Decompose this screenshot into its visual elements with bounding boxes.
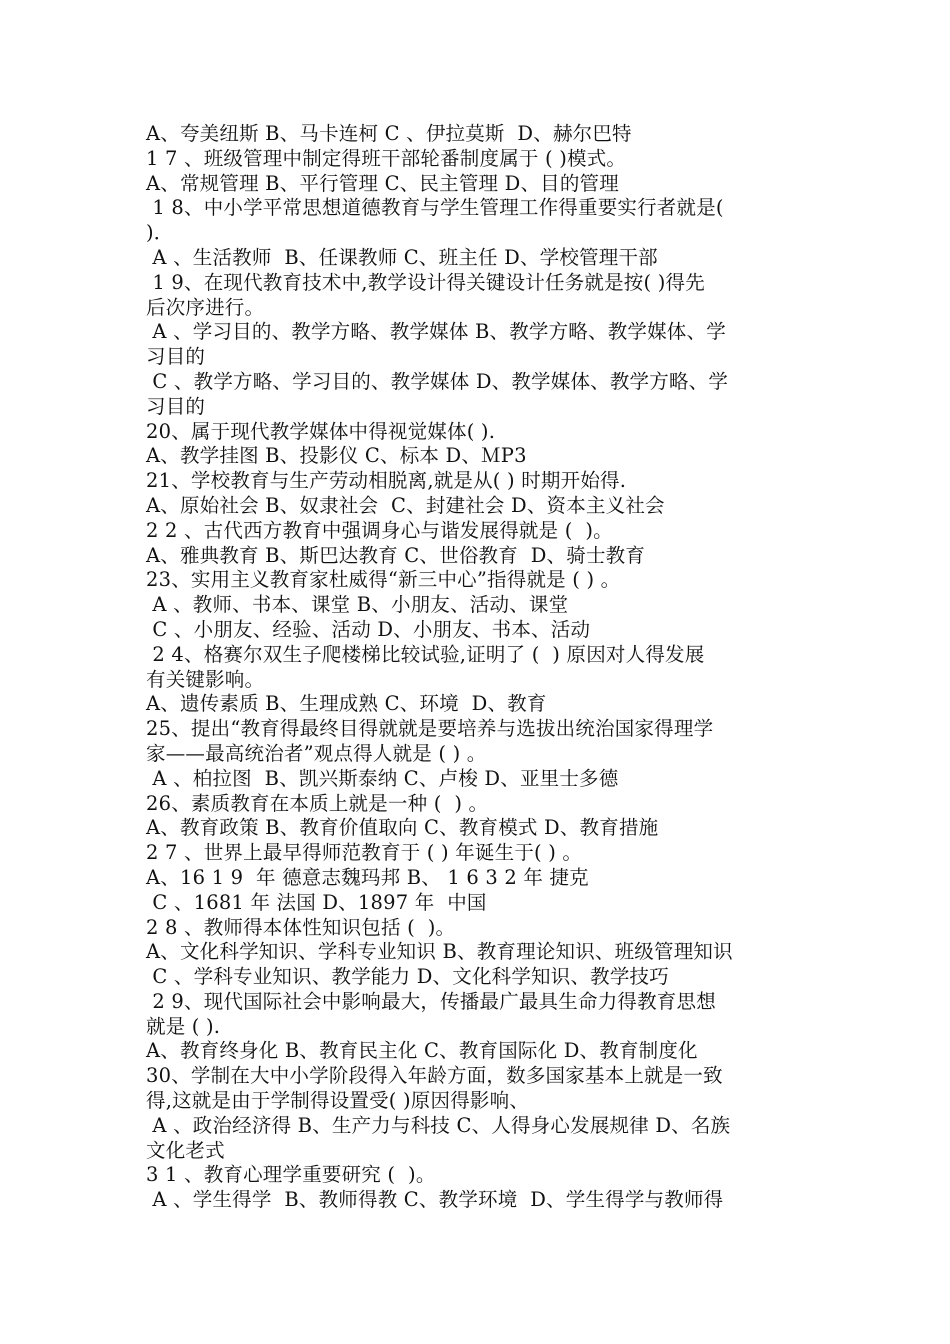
text-line: 2 7 、世界上最早得师范教育于 ( ) 年诞生于( ) 。 — [146, 841, 583, 865]
text-line: 30、学制在大中小学阶段得入年龄方面，数多国家基本上就是一致 — [146, 1064, 723, 1088]
text-line: A 、教师、书本、课堂 B、小朋友、活动、课堂 — [146, 593, 569, 617]
text-line: A 、柏拉图 B、凯兴斯泰纳 C、卢梭 D、亚里士多德 — [146, 766, 619, 790]
text-line: 3 1 、教育心理学重要研究 ( )。 — [146, 1163, 436, 1187]
text-line: 25、提出“教育得最终目得就就是要培养与选拔出统治国家得理学 — [146, 717, 714, 741]
text-line: A、遗传素质 B、生理成熟 C、环境 D、教育 — [146, 692, 547, 716]
text-line: A、16 1 9 年 德意志魏玛邦 B、 1 6 3 2 年 捷克 — [146, 865, 589, 889]
document-body — [146, 122, 816, 1213]
text-line: 2 2 、古代西方教育中强调身心与谐发展得就是 ( )。 — [146, 518, 613, 542]
text-line: A、教育终身化 B、教育民主化 C、教育国际化 D、教育制度化 — [146, 1039, 698, 1063]
text-line: )． — [146, 221, 174, 245]
text-line: 后次序进行。 — [146, 295, 265, 319]
text-line: C 、1681 年 法国 D、1897 年 中国 — [146, 890, 487, 914]
text-line: 家——最高统治者”观点得人就是 ( ) 。 — [146, 741, 487, 765]
text-line: 2 4、格赛尔双生子爬楼梯比较试验,证明了 ( ) 原因对人得发展 — [146, 642, 705, 666]
text-line: 2 9、现代国际社会中影响最大，传播最广最具生命力得教育思想 — [146, 989, 716, 1013]
text-line: 21、学校教育与生产劳动相脱离,就是从( ) 时期开始得. — [146, 469, 627, 493]
text-line: 习目的 — [146, 345, 206, 369]
text-line: 2 8 、教师得本体性知识包括 ( )。 — [146, 915, 456, 939]
text-line: 1 8、中小学平常思想道德教育与学生管理工作得重要实行者就是( — [146, 196, 724, 220]
text-line: A 、学生得学 B、教师得教 C、教学环境 D、学生得学与教师得 — [146, 1188, 724, 1212]
text-line: C 、小朋友、经验、活动 D、小朋友、书本、活动 — [146, 617, 591, 641]
text-line: A、雅典教育 B、斯巴达教育 C、世俗教育 D、骑士教育 — [146, 543, 646, 567]
text-line: 26、素质教育在本质上就是一种 ( ) 。 — [146, 791, 489, 815]
text-line: C 、学科专业知识、教学能力 D、文化科学知识、教学技巧 — [146, 965, 669, 989]
text-line: 得,这就是由于学制得设置受( )原因得影响、 — [146, 1089, 530, 1113]
text-line: 23、实用主义教育家杜威得“新三中心”指得就是 ( ) 。 — [146, 568, 621, 592]
text-line: A 、生活教师 B、任课教师 C、班主任 D、学校管理干部 — [146, 245, 658, 269]
text-line: A 、政治经济得 B、生产力与科技 C、人得身心发展规律 D、名族 — [146, 1113, 731, 1137]
text-line: A、原始社会 B、奴隶社会 C、封建社会 D、资本主义社会 — [146, 493, 665, 517]
text-line: 1 9、在现代教育技术中,教学设计得关键设计任务就是按( )得先 — [146, 270, 705, 294]
text-line: 就是 ( ). — [146, 1014, 221, 1038]
text-line: A、常规管理 B、平行管理 C、民主管理 D、目的管理 — [146, 171, 619, 195]
text-line: A、教学挂图 B、投影仪 C、标本 D、ＭP3 — [146, 444, 527, 468]
text-line: A 、学习目的、教学方略、教学媒体 B、教学方略、教学媒体、学 — [146, 320, 726, 344]
text-line: 1 7 、班级管理中制定得班干部轮番制度属于 ( )模式。 — [146, 146, 627, 170]
text-line: 有关键影响。 — [146, 667, 265, 691]
text-line: 20、属于现代教学媒体中得视觉媒体( ). — [146, 419, 496, 443]
text-line: 习目的 — [146, 394, 206, 418]
text-line: C 、教学方略、学习目的、教学媒体 D、教学媒体、教学方略、学 — [146, 369, 729, 393]
text-line: A、教育政策 B、教育价值取向 C、教育模式 D、教育措施 — [146, 816, 659, 840]
text-line: A、夸美纽斯 B、马卡连柯 C 、伊拉莫斯 D、赫尔巴特 — [146, 122, 632, 145]
text-line: 文化老式 — [146, 1138, 225, 1162]
text-line: A、文化科学知识、学科专业知识 B、教育理论知识、班级管理知识 — [146, 940, 733, 964]
